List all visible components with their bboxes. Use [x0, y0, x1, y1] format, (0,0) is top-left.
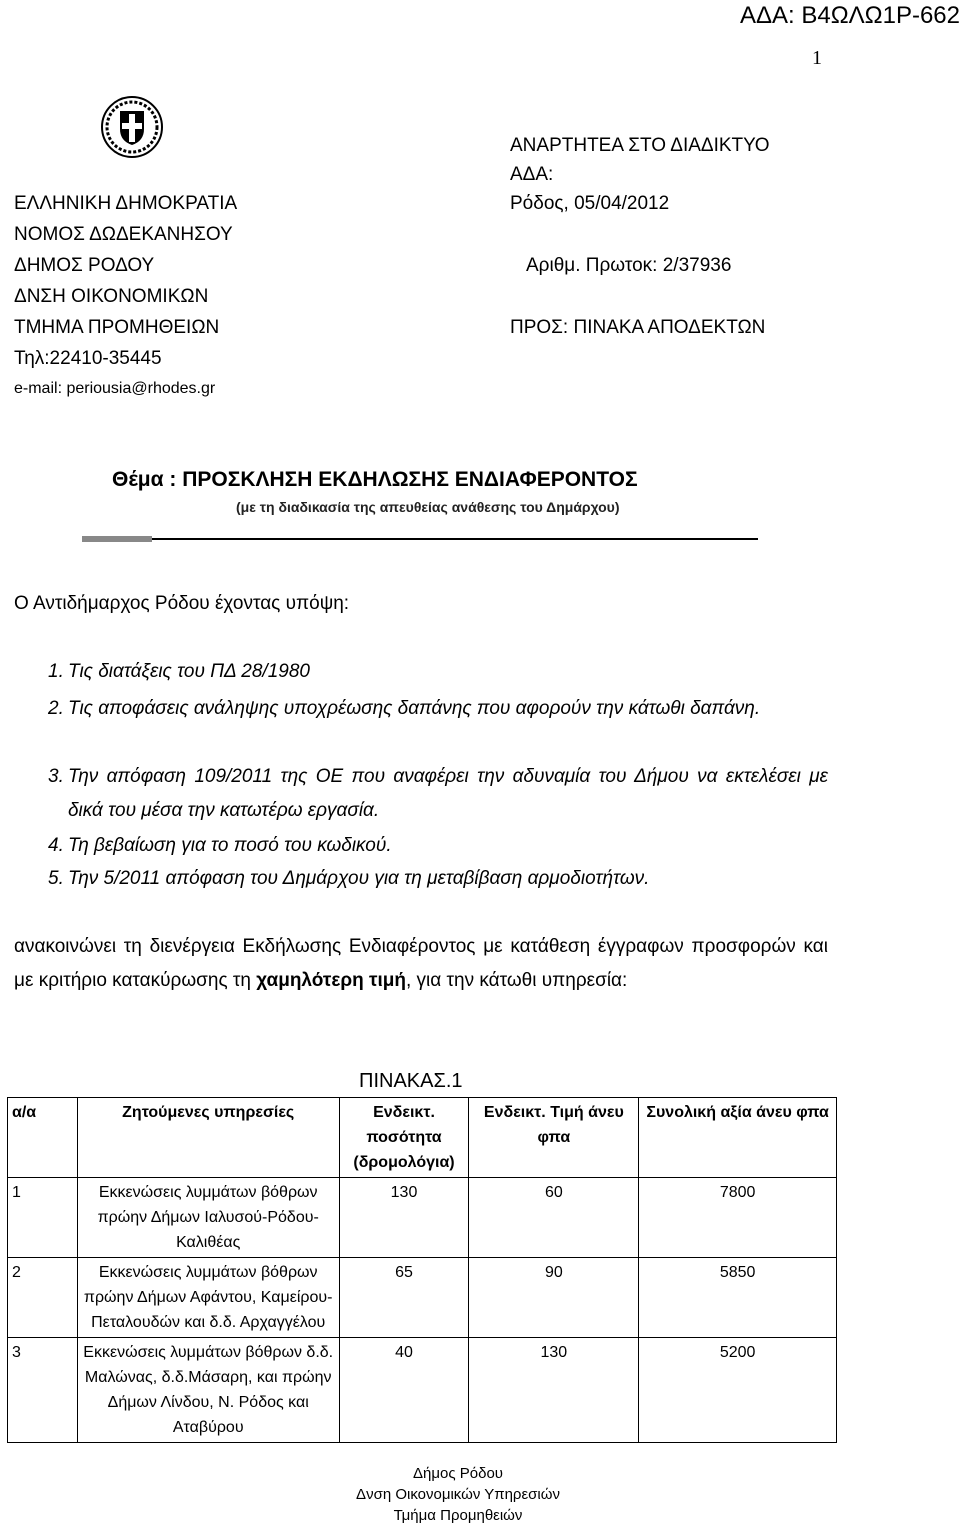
ada-label: ΑΔΑ:: [510, 164, 554, 185]
services-table: [7, 1097, 837, 1443]
announcement-text: ανακοινώνει τη διενέργεια Εκδήλωσης Ενδιαφέροντος με κατάθεση έγγραφων προσφορών και με κριτήριο κατακύρωσης τη: [14, 936, 828, 991]
price-cell: 90: [469, 1258, 639, 1338]
list-item-number: 3.: [48, 766, 64, 787]
row-number: 1: [8, 1178, 78, 1258]
footer-department: Τμήμα Προμηθειών: [393, 1507, 523, 1524]
table-row: [8, 1178, 837, 1258]
list-item-text: Τις διατάξεις του ΠΔ 28/1980: [68, 661, 310, 682]
row-number: 3: [8, 1338, 78, 1443]
greek-emblem-icon: [100, 95, 164, 159]
header-municipality: ΔΗΜΟΣ ΡΟΔΟΥ: [14, 255, 155, 276]
column-header: Ενδεικτ. ποσότητα (δρομολόγια): [339, 1098, 469, 1178]
list-item-number: 1.: [48, 661, 64, 682]
ada-code: ΑΔΑ: Β4ΩΛΩ1Ρ-662: [739, 2, 960, 29]
table-header-row: [8, 1098, 837, 1178]
list-item-text: Τη βεβαίωση για το ποσό του κωδικού.: [68, 835, 392, 856]
recipient-line: ΠΡΟΣ: ΠΙΝΑΚΑ ΑΠΟΔΕΚΤΩΝ: [510, 317, 766, 338]
price-cell: 60: [469, 1178, 639, 1258]
header-email: e-mail: periousia@rhodes.gr: [14, 380, 216, 397]
header-country: ΕΛΛΗΝΙΚΗ ΔΗΜΟΚΡΑΤΙΑ: [14, 193, 238, 214]
column-header: Ζητούμενες υπηρεσίες: [77, 1098, 339, 1178]
list-item-text: Την 5/2011 απόφαση του Δημάρχου για τη μεταβίβαση αρμοδιοτήτων.: [68, 868, 650, 889]
service-description: Εκκενώσεις λυμμάτων βόθρων πρώην Δήμων Ιαλυσού-Ρόδου-Καλιθέας: [77, 1178, 339, 1258]
footer-municipality: Δήμος Ρόδου: [413, 1465, 503, 1482]
page-number: 1: [812, 47, 822, 69]
price-cell: 130: [469, 1338, 639, 1443]
quantity-cell: 130: [339, 1178, 469, 1258]
quantity-cell: 40: [339, 1338, 469, 1443]
subject-title: Θέμα : ΠΡΟΣΚΛΗΣΗ ΕΚΔΗΛΩΣΗΣ ΕΝΔΙΑΦΕΡΟΝΤΟΣ: [112, 468, 638, 491]
total-cell: 5200: [639, 1338, 837, 1443]
list-item-text: Την απόφαση 109/2011 της ΟΕ που αναφέρει την αδυναμία του Δήμου να εκτελέσει με δικά του μέσα την κατωτέρω εργασία.: [68, 766, 828, 821]
service-description: Εκκενώσεις λυμμάτων βόθρων πρώην Δήμων Αφάντου, Καμείρου-Πεταλουδών και δ.δ. Αρχαγγέλου: [77, 1258, 339, 1338]
post-notice: ΑΝΑΡΤΗΤΕΑ ΣΤΟ ΔΙΑΔΙΚΤΥΟ: [510, 135, 770, 156]
subject-subtitle: (με τη διαδικασία της απευθείας ανάθεσης του Δημάρχου): [236, 499, 620, 515]
announcement-highlight: χαμηλότερη τιμή: [256, 970, 406, 991]
total-cell: 5850: [639, 1258, 837, 1338]
list-item-text: Τις αποφάσεις ανάληψης υποχρέωσης δαπάνης που αφορούν την κάτωθι δαπάνη.: [68, 698, 761, 719]
divider-rule: [82, 536, 758, 542]
total-cell: 7800: [639, 1178, 837, 1258]
footer-directorate: Δνση Οικονομικών Υπηρεσιών: [356, 1486, 560, 1503]
column-header: α/α: [8, 1098, 78, 1178]
list-item-number: 4.: [48, 835, 64, 856]
column-header: Συνολική αξία άνευ φπα: [639, 1098, 837, 1178]
list-item-number: 5.: [48, 868, 64, 889]
table-title: ΠΙΝΑΚΑΣ.1: [359, 1070, 463, 1092]
intro-text: Ο Αντιδήμαρχος Ρόδου έχοντας υπόψη:: [14, 593, 350, 614]
header-directorate: ΔΝΣΗ ΟΙΚΟΝΟΜΙΚΩΝ: [14, 286, 209, 307]
header-department: ΤΜΗΜΑ ΠΡΟΜΗΘΕΙΩΝ: [14, 317, 220, 338]
announcement-tail: , για την κάτωθι υπηρεσία:: [405, 970, 628, 991]
announcement-paragraph: [14, 930, 828, 998]
list-item-number: 2.: [48, 698, 64, 719]
column-header: Ενδεικτ. Τιμή άνευ φπα: [469, 1098, 639, 1178]
row-number: 2: [8, 1258, 78, 1338]
document-date: Ρόδος, 05/04/2012: [510, 193, 670, 214]
header-prefecture: ΝΟΜΟΣ ΔΩΔΕΚΑΝΗΣΟΥ: [14, 224, 233, 245]
header-phone: Τηλ:22410-35445: [14, 348, 162, 369]
service-description: Εκκενώσεις λυμμάτων βόθρων δ.δ. Μαλώνας, δ.δ.Μάσαρη, και πρώην Δήμων Λίνδου, Ν. Ρόδος και Αταβύρου: [77, 1338, 339, 1443]
protocol-number: Αριθμ. Πρωτοκ: 2/37936: [526, 255, 732, 276]
quantity-cell: 65: [339, 1258, 469, 1338]
table-row: [8, 1338, 837, 1443]
table-row: [8, 1258, 837, 1338]
